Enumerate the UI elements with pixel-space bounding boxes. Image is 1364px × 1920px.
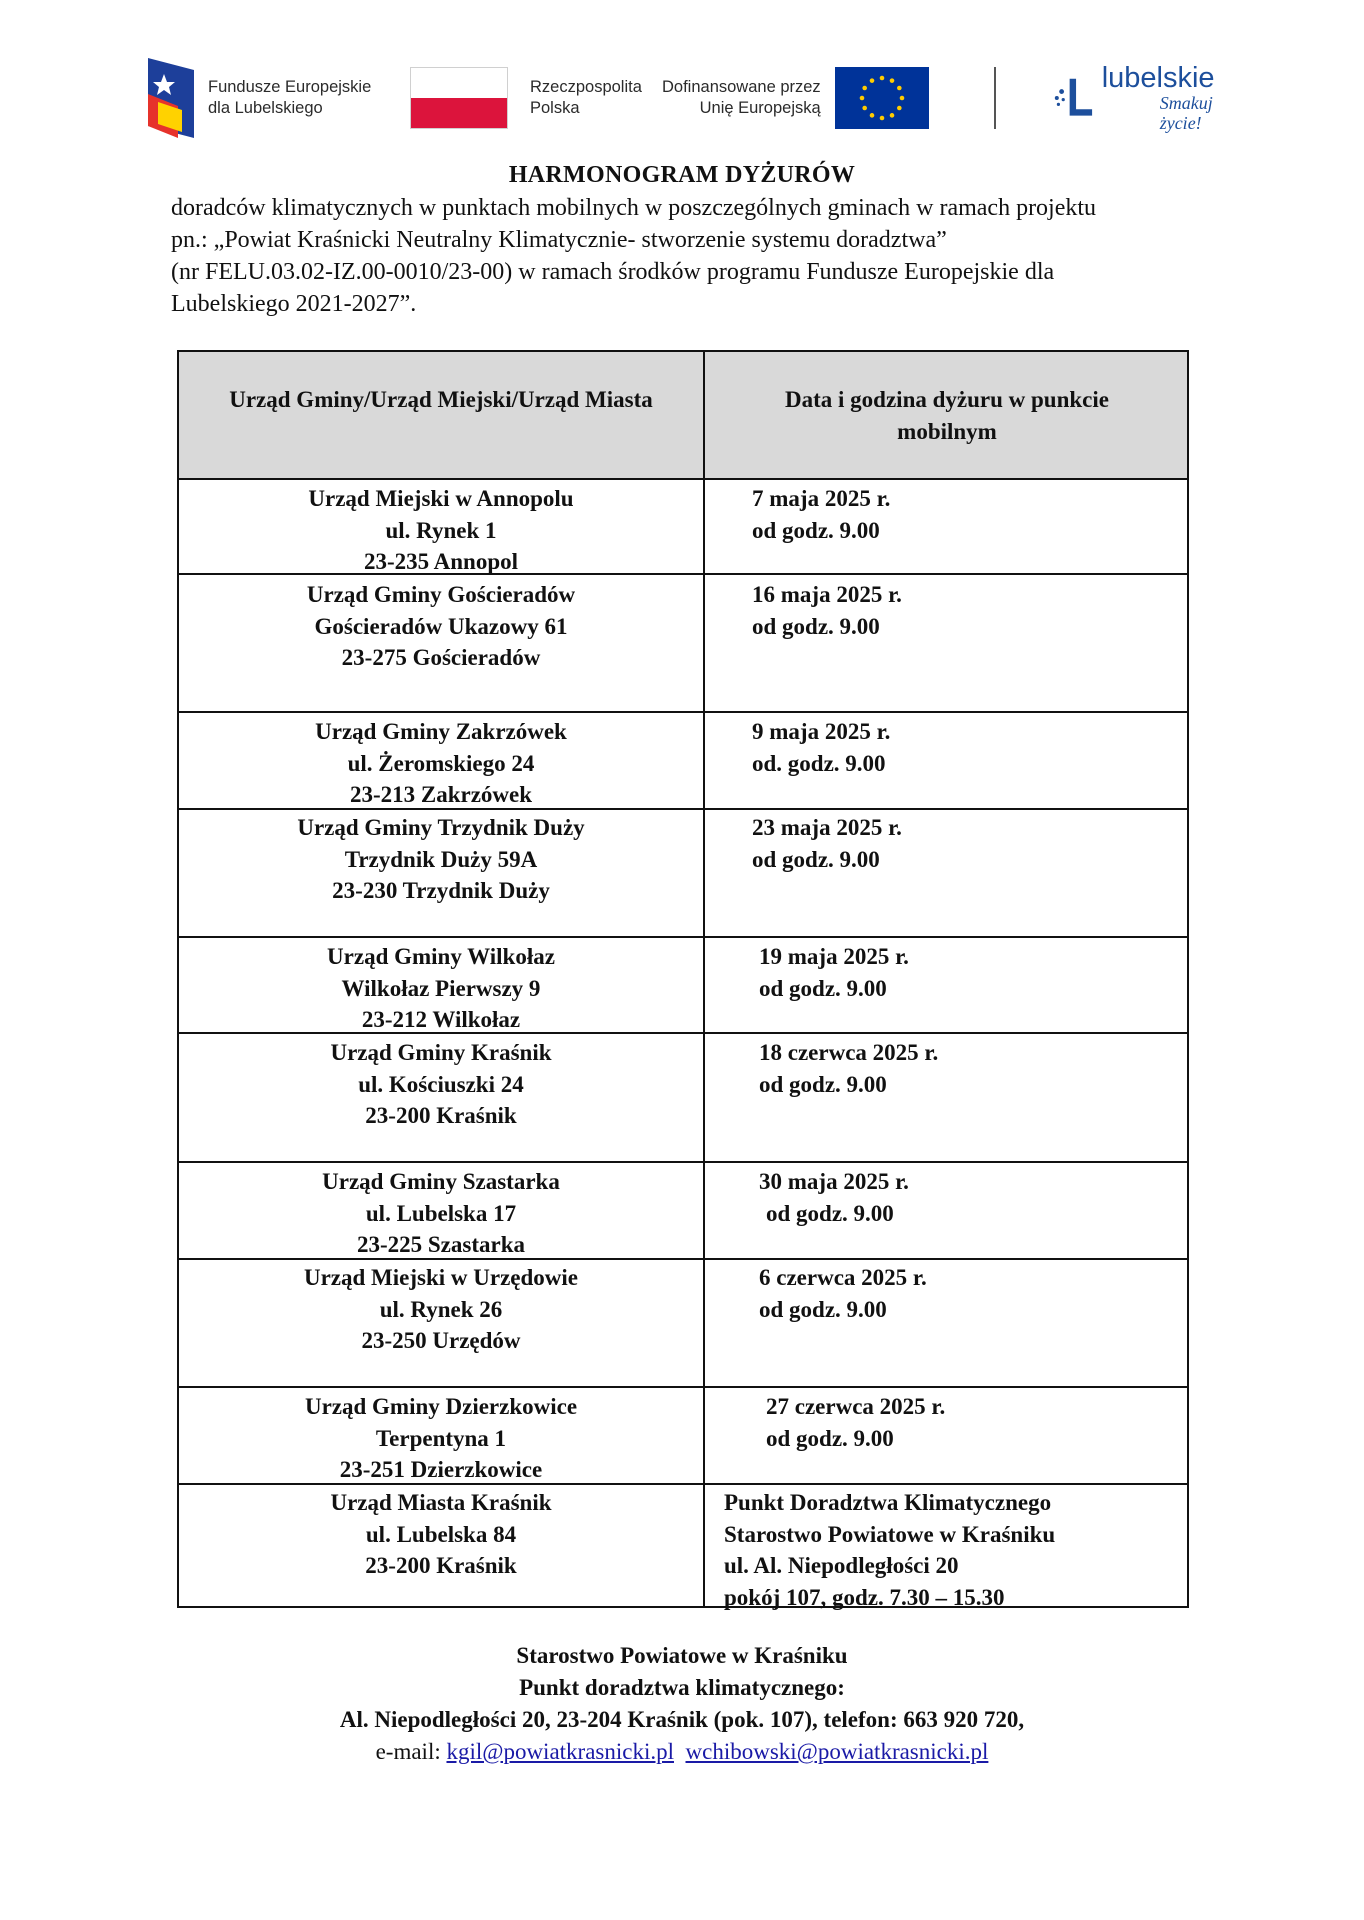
office-postcode: 23-212 Wilkołaz: [361, 1007, 521, 1032]
eu-star-icon: [897, 106, 902, 111]
office-street: Terpentyna 1: [375, 1425, 507, 1451]
office-street: ul. Rynek 1: [385, 517, 497, 543]
table-row-date: [759, 941, 909, 1004]
eu-star-icon: [897, 86, 902, 91]
table-row-office: [179, 1262, 703, 1357]
duty-place: Punkt Doradztwa Klimatycznego: [724, 1490, 1052, 1515]
eu-logo-line2: Unię Europejską: [699, 99, 821, 117]
office-name: Urząd Gminy Wilkołaz: [327, 944, 555, 969]
table-row-office: [179, 1166, 703, 1261]
office-street: Wilkołaz Pierwszy 9: [341, 975, 541, 1001]
table-row-office: [179, 716, 703, 811]
lubelskie-title: lubelskie: [1101, 62, 1215, 94]
duty-address: ul. Al. Niepodległości 20: [724, 1553, 959, 1578]
eu-logo-line1: Dofinansowane przez: [662, 78, 821, 96]
fe-logo: [148, 52, 371, 144]
email-label: e-mail:: [375, 1739, 447, 1764]
footer-office: Starostwo Powiatowe w Kraśniku: [516, 1643, 848, 1668]
duty-date: 7 maja 2025 r.: [752, 486, 891, 511]
fe-logo-line1: Fundusze Europejskie: [208, 78, 372, 96]
fe-logo-line2: dla Lubelskiego: [208, 99, 323, 117]
duty-time: od godz. 9.00: [766, 1200, 894, 1226]
duty-date: 30 maja 2025 r.: [759, 1169, 909, 1194]
office-street: ul. Żeromskiego 24: [347, 750, 535, 776]
office-name: Urząd Miejski w Annopolu: [308, 486, 574, 511]
table-row-office: [179, 1037, 703, 1132]
intro-line: Lubelskiego 2021-2027”.: [171, 291, 417, 317]
duty-date: 19 maja 2025 r.: [759, 944, 909, 969]
duty-time: od godz. 9.00: [759, 1071, 887, 1097]
eu-logo: [662, 52, 929, 144]
office-postcode: 23-200 Kraśnik: [365, 1103, 517, 1128]
logo-bar: [148, 52, 1228, 144]
intro-line: (nr FELU.03.02-IZ.00-0010/23-00) w ramach środków programu Fundusze Europejskie dla: [171, 259, 1055, 285]
table-row-date: [752, 716, 890, 779]
table-row-office: [179, 1391, 703, 1486]
rp-logo-line1: Rzeczpospolita: [530, 78, 642, 96]
office-street: Trzydnik Duży 59A: [344, 846, 538, 872]
office-postcode: 23-251 Dzierzkowice: [339, 1457, 543, 1482]
duty-date: 9 maja 2025 r.: [752, 719, 891, 744]
eu-star-icon: [869, 113, 874, 118]
office-name: Urząd Gminy Trzydnik Duży: [297, 815, 585, 840]
duty-hours: pokój 107, godz. 7.30 – 15.30: [724, 1584, 1005, 1610]
header-office: Urząd Gminy/Urząd Miejski/Urząd Miasta: [229, 387, 653, 412]
office-postcode: 23-225 Szastarka: [356, 1232, 526, 1257]
office-postcode: 23-213 Zakrzówek: [349, 782, 533, 807]
header-date: [705, 384, 1189, 448]
office-name: Urząd Gminy Dzierzkowice: [304, 1394, 578, 1419]
intro-line: pn.: „Powiat Kraśnicki Neutralny Klimatycznie- stworzenie systemu doradztwa”: [171, 227, 947, 253]
table-row-office: [179, 812, 703, 907]
logo-separator: [994, 52, 996, 144]
duty-date: 27 czerwca 2025 r.: [766, 1394, 946, 1419]
table-row-date: [752, 483, 890, 546]
table-row-date: [752, 812, 902, 875]
document-title: HARMONOGRAM DYŻURÓW: [508, 162, 856, 188]
footer-emails: [0, 1736, 1364, 1768]
table-row-date: [759, 1037, 938, 1100]
office-street: ul. Lubelska 17: [365, 1200, 517, 1226]
office-street: ul. Rynek 26: [379, 1296, 503, 1322]
eu-star-icon: [879, 116, 884, 121]
lubelskie-logo: [1052, 52, 1228, 144]
duty-time: od godz. 9.00: [759, 975, 887, 1001]
lubelskie-slogan: Smakuj życie!: [1159, 93, 1213, 133]
office-name: Urząd Miasta Kraśnik: [330, 1490, 552, 1515]
office-postcode: 23-200 Kraśnik: [365, 1553, 517, 1578]
eu-star-icon: [869, 78, 874, 83]
office-postcode: 23-235 Annopol: [363, 549, 518, 574]
duty-place: Starostwo Powiatowe w Kraśniku: [724, 1521, 1056, 1547]
eu-star-icon: [899, 96, 904, 101]
polish-flag-icon: [410, 67, 508, 129]
eu-flag-icon: [835, 67, 929, 129]
lubelskie-emblem-icon: [1052, 70, 1094, 126]
duty-time: od. godz. 9.00: [752, 750, 886, 776]
duty-date: 18 czerwca 2025 r.: [759, 1040, 939, 1065]
footer-address: Al. Niepodległości 20, 23-204 Kraśnik (pok. 107), telefon: 663 920 720,: [339, 1707, 1025, 1732]
header-date-line1: Data i godzina dyżuru w punkcie: [785, 387, 1109, 412]
eu-star-icon: [879, 76, 884, 81]
table-row-office: [179, 483, 703, 578]
fe-emblem-icon: [148, 58, 194, 138]
office-name: Urząd Miejski w Urzędowie: [303, 1265, 578, 1290]
office-postcode: 23-230 Trzydnik Duży: [332, 878, 550, 903]
intro-paragraph: [171, 192, 1251, 320]
email-link-kgil[interactable]: kgil@powiatkrasnicki.pl: [446, 1739, 674, 1764]
table-row-date: [759, 1262, 927, 1325]
office-street: ul. Kościuszki 24: [358, 1071, 524, 1097]
office-name: Urząd Gminy Zakrzówek: [315, 719, 567, 744]
table-row-date: [752, 579, 902, 642]
eu-star-icon: [862, 86, 867, 91]
table-row-date: [759, 1166, 909, 1229]
office-name: Urząd Gminy Szastarka: [322, 1169, 560, 1194]
eu-star-icon: [862, 106, 867, 111]
eu-star-icon: [889, 113, 894, 118]
table-row-office: [179, 941, 703, 1036]
table-row-date: [766, 1391, 945, 1454]
eu-star-icon: [859, 96, 864, 101]
duty-date: 6 czerwca 2025 r.: [759, 1265, 927, 1290]
office-name: Urząd Gminy Kraśnik: [330, 1040, 552, 1065]
contact-footer: [0, 1640, 1364, 1768]
header-date-line2: mobilnym: [897, 419, 997, 444]
office-street: Gościeradów Ukazowy 61: [314, 613, 568, 639]
schedule-table: [177, 350, 1189, 1608]
intro-line: doradców klimatycznych w punktach mobilnych w poszczególnych gminach w ramach projektu: [171, 195, 1097, 221]
duty-time: od godz. 9.00: [759, 1296, 887, 1322]
duty-date: 23 maja 2025 r.: [752, 815, 902, 840]
email-link-wchibowski[interactable]: wchibowski@powiatkrasnicki.pl: [685, 1739, 989, 1764]
duty-time: od godz. 9.00: [752, 613, 880, 639]
office-street: ul. Lubelska 84: [365, 1521, 517, 1547]
duty-time: od godz. 9.00: [752, 846, 880, 872]
office-postcode: 23-275 Gościeradów: [341, 645, 541, 670]
duty-time: od godz. 9.00: [752, 517, 880, 543]
duty-date: 16 maja 2025 r.: [752, 582, 902, 607]
duty-time: od godz. 9.00: [766, 1425, 894, 1451]
eu-star-icon: [889, 78, 894, 83]
footer-point: Punkt doradztwa klimatycznego:: [519, 1675, 845, 1700]
office-name: Urząd Gminy Gościeradów: [306, 582, 576, 607]
table-row-office: [179, 1487, 703, 1582]
rp-logo-line2: Polska: [530, 99, 580, 117]
table-row-date: [724, 1487, 1055, 1613]
rp-logo: [410, 52, 642, 144]
office-postcode: 23-250 Urzędów: [361, 1328, 521, 1353]
table-row-office: [179, 579, 703, 674]
